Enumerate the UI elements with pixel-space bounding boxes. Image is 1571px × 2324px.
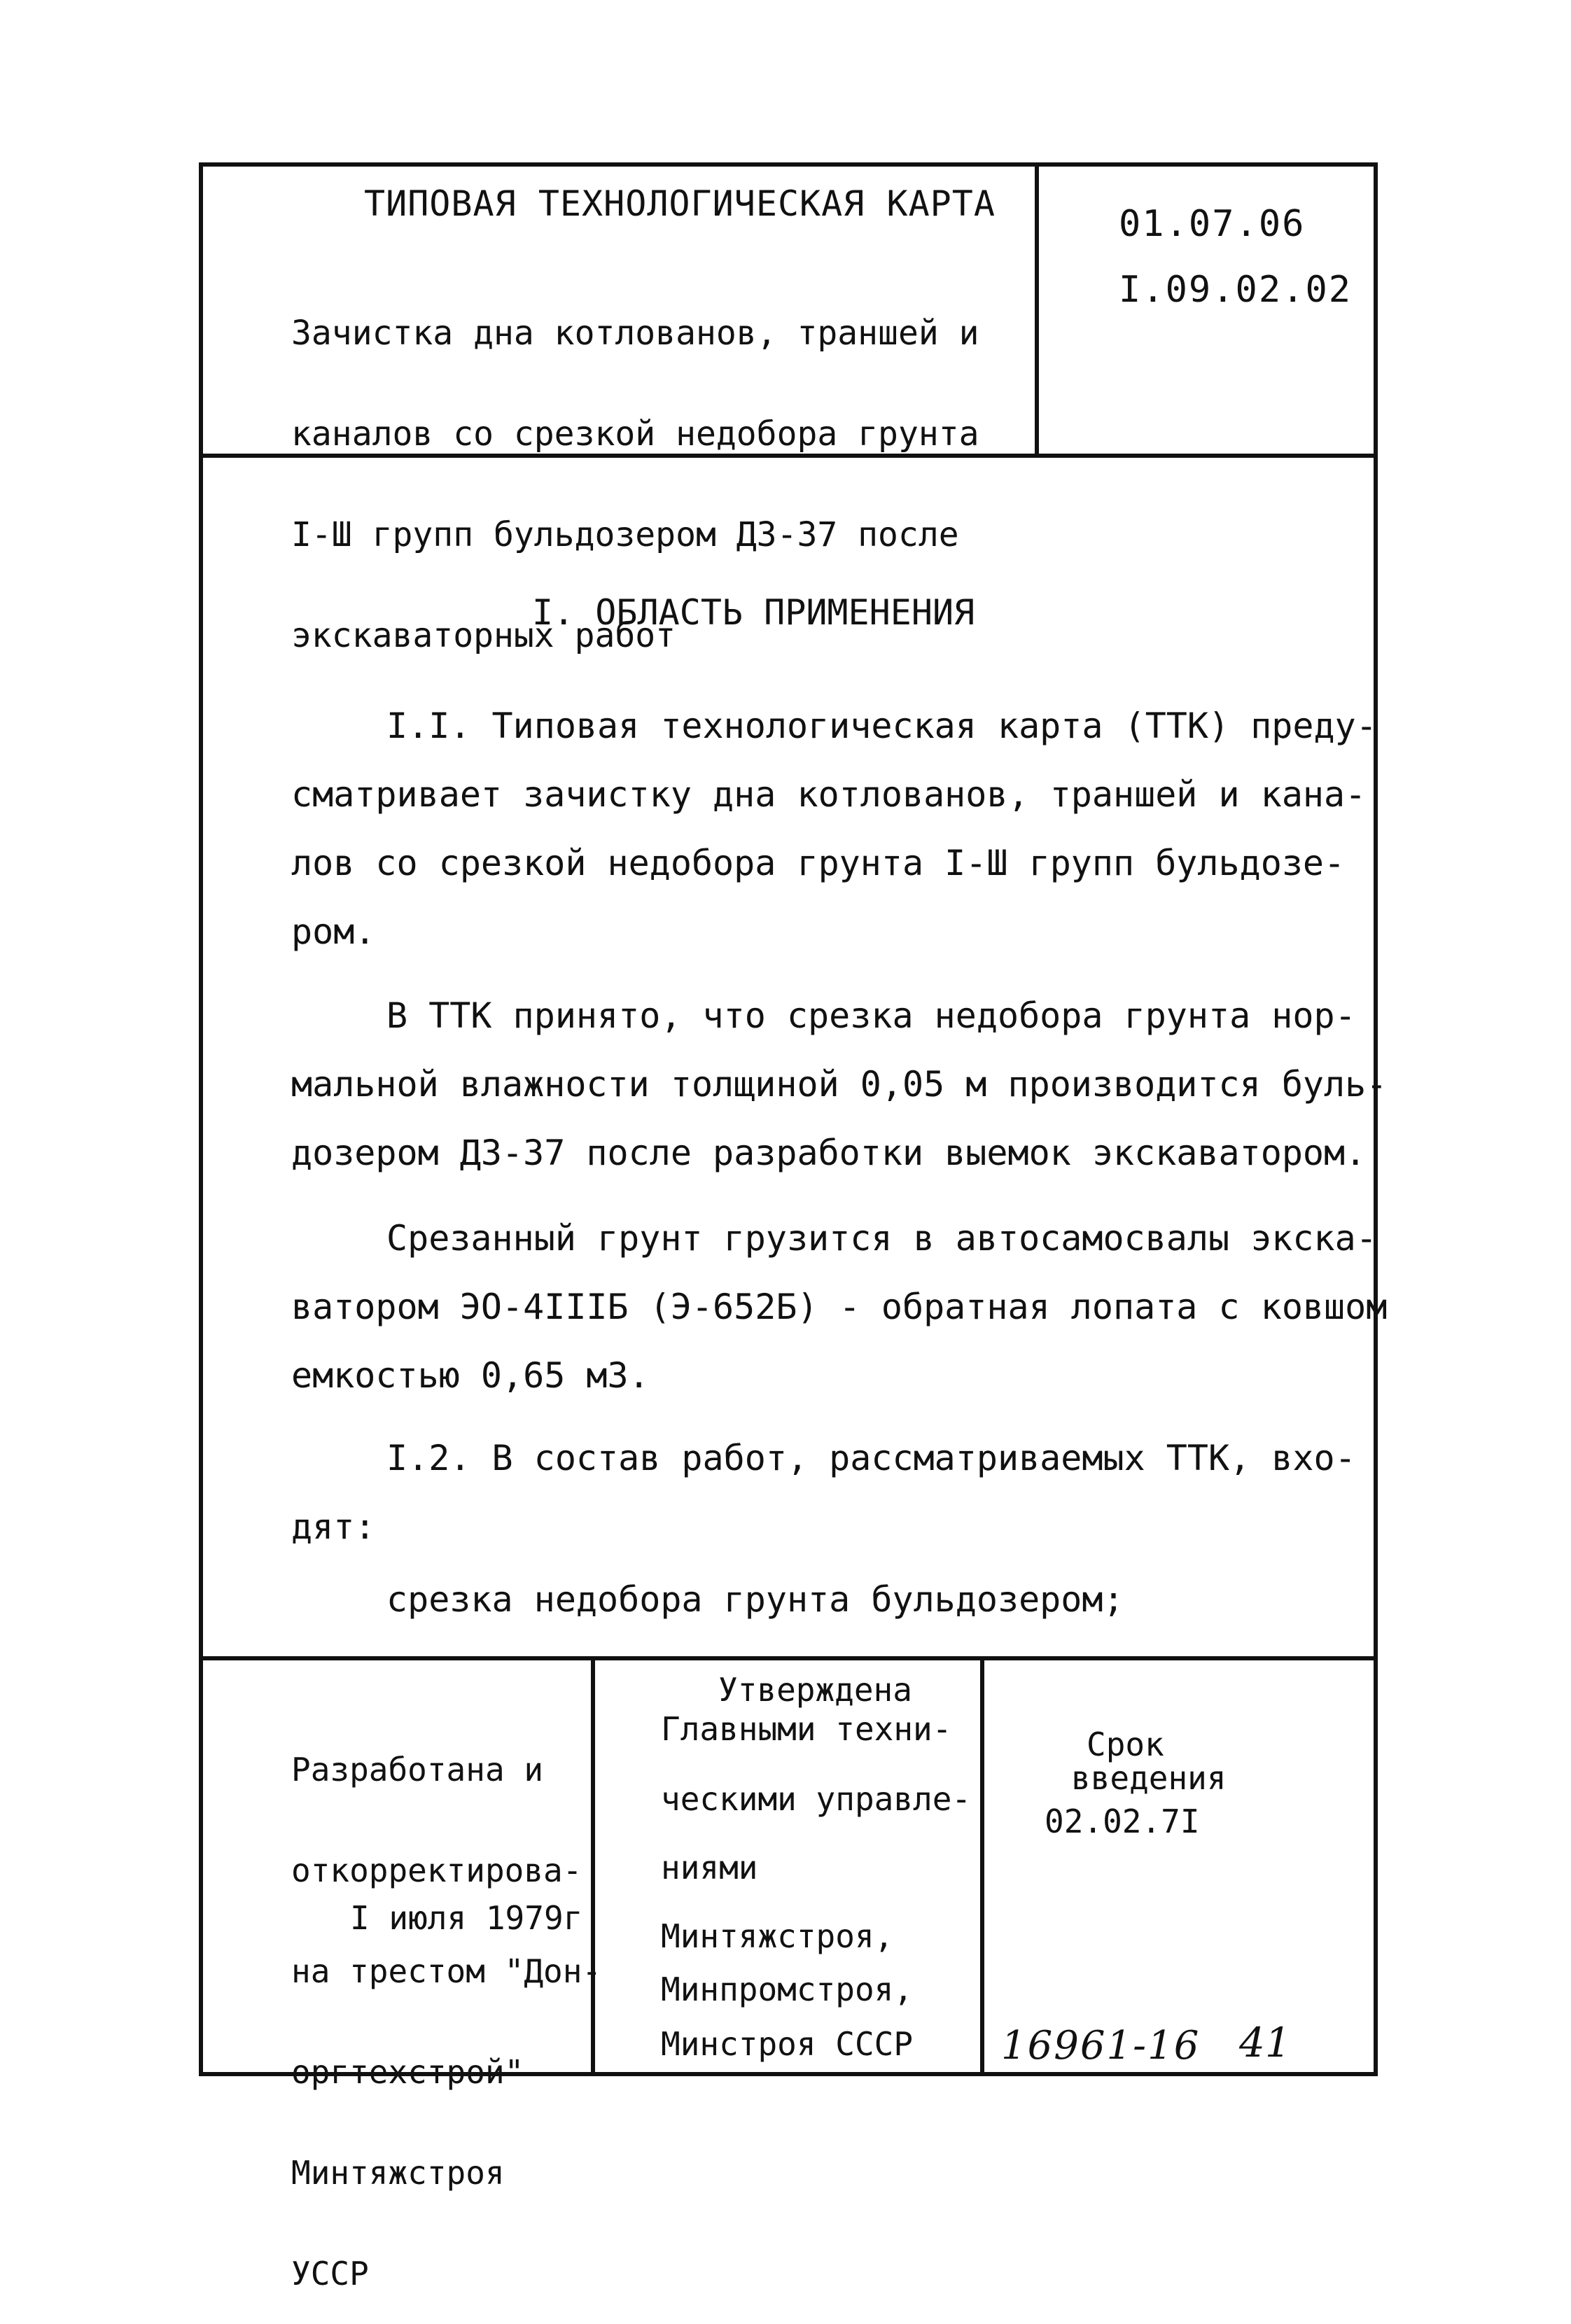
developed-line: откорректирова-	[291, 1851, 582, 1889]
footer-column-divider-2	[980, 1656, 984, 2076]
section-title: I. ОБЛАСТЬ ПРИМЕНЕНИЯ	[532, 592, 975, 633]
approved-line: Минстроя СССР	[661, 2025, 914, 2063]
text-line: I.2. В состав работ, рассматриваемых ТТК, вхо-	[386, 1438, 1356, 1478]
developed-line: УССР	[291, 2255, 369, 2292]
text-line: В ТТК принято, что срезка недобора грунта нор-	[386, 995, 1356, 1036]
approved-line: Главными техни-	[661, 1710, 952, 1748]
developed-by	[291, 1686, 601, 2324]
card-code-1: 01.07.06	[1119, 203, 1306, 245]
text-line: I.I. Типовая технологическая карта (ТТК) преду-	[386, 706, 1377, 746]
approved-line: ческими управле-	[661, 1780, 972, 1818]
approved-heading: Утверждена	[718, 1671, 912, 1709]
card-description-line: экскаваторных работ	[291, 616, 676, 655]
handwritten-number: 16961-16	[1001, 2023, 1201, 2068]
header-column-divider	[1035, 162, 1039, 456]
text-line: ром.	[291, 911, 376, 952]
footer-divider	[199, 1656, 1378, 1660]
text-line: лов со срезкой недобора грунта I-Ш групп бульдозе-	[291, 843, 1346, 883]
handwritten-page: 41	[1239, 2019, 1291, 2066]
paragraph-1-2	[291, 1424, 1356, 1561]
text-line: емкостью 0,65 м3.	[291, 1355, 650, 1396]
text-line: дозером ДЗ-37 после разработки выемок экскаватором.	[291, 1133, 1367, 1173]
paragraph-excavator	[291, 1204, 1388, 1410]
text-line: Срезанный грунт грузится в автосамосвалы экска-	[386, 1218, 1377, 1259]
developed-line: Разработана и	[291, 1751, 544, 1788]
developed-line: Минтяжстроя	[291, 2154, 505, 2192]
card-description-line: I-Ш групп бульдозером ДЗ-37 после	[291, 515, 959, 554]
card-title: ТИПОВАЯ ТЕХНОЛОГИЧЕСКАЯ КАРТА	[364, 183, 996, 224]
text-line: мальной влажности толщиной 0,05 м производится буль-	[291, 1064, 1388, 1105]
paragraph-1-1	[291, 692, 1377, 966]
approved-line: Минтяжстроя,	[661, 1917, 894, 1955]
developed-date: I июля 1979г	[350, 1899, 583, 1937]
text-line: дят:	[291, 1506, 376, 1547]
text-line: ватором ЭО-4IIIБ (Э-652Б) - обратная лопата с ковшом	[291, 1287, 1388, 1327]
card-description-line: Зачистка дна котлованов, траншей и	[291, 314, 979, 353]
card-code-2: I.09.02.02	[1119, 269, 1353, 311]
term-label: Срок	[1087, 1726, 1164, 1763]
text-line: сматривает зачистку дна котлованов, траншей и кана-	[291, 774, 1367, 815]
approved-line: Минпромстроя,	[661, 1970, 914, 2008]
term-date: 02.02.7I	[1045, 1802, 1200, 1840]
paragraph-ttk-accepted	[291, 981, 1388, 1187]
developed-line: оргтехстрой"	[291, 2053, 524, 2091]
approved-line: ниями	[661, 1849, 758, 1886]
card-description-line: каналов со срезкой недобора грунта	[291, 414, 979, 454]
text-line: срезка недобора грунта бульдозером;	[386, 1579, 1124, 1620]
list-item-cutting	[291, 1565, 1306, 1634]
term-label-2: введения	[1071, 1759, 1227, 1797]
developed-line: на трестом "Дон-	[291, 1952, 602, 1990]
